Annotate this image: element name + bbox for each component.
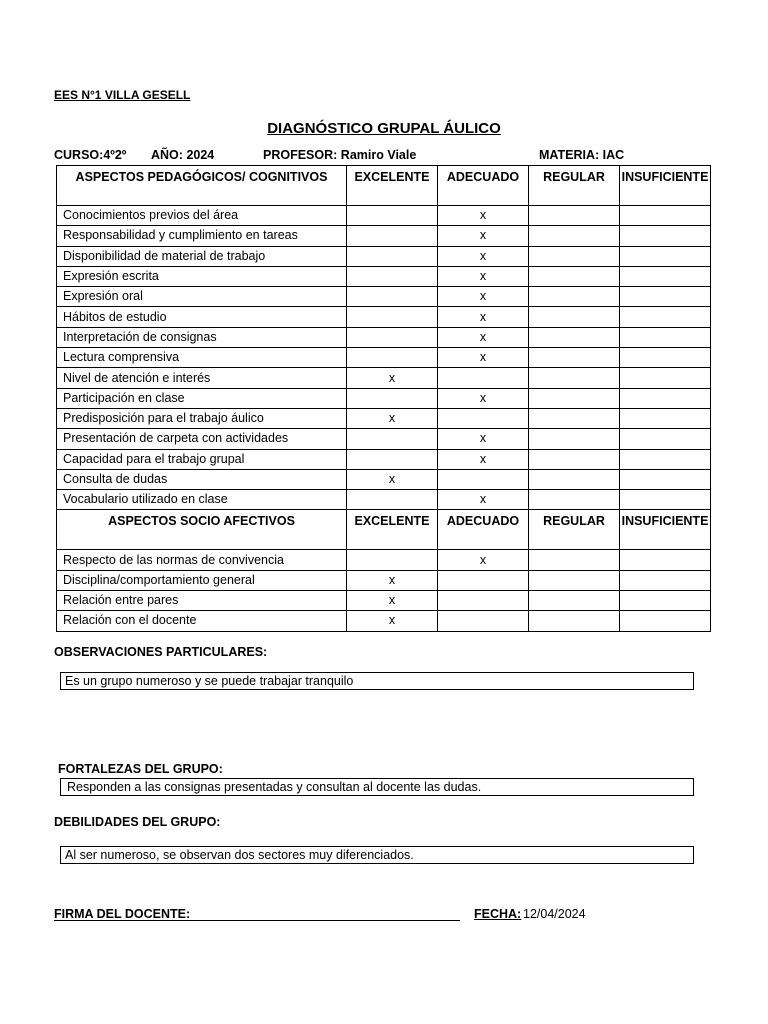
materia-value: IAC [602,148,625,162]
aspect-label: Participación en clase [57,388,347,408]
firma-label: FIRMA DEL DOCENTE: [54,907,191,921]
profesor-label: PROFESOR: [263,148,338,162]
rating-cell [529,266,620,286]
rating-cell [529,388,620,408]
fecha-value: 12/04/2024 [523,907,586,921]
section-header-row [57,510,711,550]
rating-cell [529,246,620,266]
aspect-label: Nivel de atención e interés [57,368,347,388]
rating-cell: x [347,570,438,590]
table-row [57,246,711,266]
rating-cell [347,266,438,286]
rating-cell: x [438,348,529,368]
table-row [57,287,711,307]
aspect-label: Consulta de dudas [57,469,347,489]
table-row [57,266,711,286]
rating-cell [347,388,438,408]
column-header: INSUFICIENTE [620,510,711,550]
rating-cell [347,550,438,570]
observaciones-box: Es un grupo numeroso y se puede trabajar tranquilo [60,672,694,690]
rating-cell [620,469,711,489]
column-header: INSUFICIENTE [620,166,711,206]
rating-cell: x [347,591,438,611]
column-header: EXCELENTE [347,510,438,550]
aspect-label: Capacidad para el trabajo grupal [57,449,347,469]
curso-field [54,148,126,162]
table-row [57,206,711,226]
table-row [57,226,711,246]
rating-cell: x [347,611,438,631]
rating-cell [347,490,438,510]
rating-cell [347,429,438,449]
rating-cell [620,327,711,347]
aspect-label: Conocimientos previos del área [57,206,347,226]
rating-cell [529,226,620,246]
rating-cell [438,611,529,631]
rating-cell [620,266,711,286]
firma-line [54,920,460,921]
rating-cell [529,348,620,368]
rating-cell [438,570,529,590]
rating-cell [347,449,438,469]
rating-cell [529,611,620,631]
section-header-row [57,166,711,206]
materia-field [539,148,624,162]
table-row [57,408,711,428]
anio-field [151,148,214,162]
column-header: ADECUADO [438,166,529,206]
rating-cell: x [438,226,529,246]
rating-cell: x [347,408,438,428]
rating-cell [529,591,620,611]
rating-cell: x [438,327,529,347]
debilidades-label: DEBILIDADES DEL GRUPO: [54,815,221,829]
rating-cell [529,287,620,307]
aspect-label: Expresión oral [57,287,347,307]
column-header: REGULAR [529,166,620,206]
rating-cell [620,287,711,307]
aspect-label: Relación con el docente [57,611,347,631]
rating-cell: x [438,206,529,226]
rating-cell [347,307,438,327]
section-title: ASPECTOS PEDAGÓGICOS/ COGNITIVOS [57,166,347,206]
rating-cell [620,246,711,266]
document-title: DIAGNÓSTICO GRUPAL ÁULICO [267,120,501,137]
rating-cell [529,550,620,570]
table-row [57,611,711,631]
rating-cell [438,591,529,611]
aspect-label: Disciplina/comportamiento general [57,570,347,590]
table-row [57,429,711,449]
curso-label: CURSO: [54,148,104,162]
aspect-label: Predisposición para el trabajo áulico [57,408,347,428]
column-header: REGULAR [529,510,620,550]
table-row [57,388,711,408]
curso-value: 4º2º [103,148,127,162]
table-row [57,449,711,469]
table-row [57,307,711,327]
fortalezas-box: Responden a las consignas presentadas y consultan al docente las dudas. [60,778,694,796]
rating-cell [620,388,711,408]
aspect-label: Presentación de carpeta con actividades [57,429,347,449]
rating-cell [620,570,711,590]
column-header: EXCELENTE [347,166,438,206]
materia-label: MATERIA: [539,148,600,162]
table-row [57,348,711,368]
column-header: ADECUADO [438,510,529,550]
aspect-label: Lectura comprensiva [57,348,347,368]
rating-cell: x [438,449,529,469]
rating-cell [529,206,620,226]
rating-cell: x [438,429,529,449]
rating-cell: x [438,266,529,286]
rating-cell [620,206,711,226]
rating-cell: x [438,246,529,266]
anio-value: 2024 [186,148,215,162]
diagnostic-table [56,165,711,632]
debilidades-box: Al ser numeroso, se observan dos sectores muy diferenciados. [60,846,694,864]
rating-cell: x [438,490,529,510]
rating-cell [347,287,438,307]
rating-cell [529,449,620,469]
aspect-label: Expresión escrita [57,266,347,286]
rating-cell [529,327,620,347]
rating-cell: x [438,307,529,327]
rating-cell [620,550,711,570]
table-row [57,368,711,388]
rating-cell [620,307,711,327]
rating-cell: x [438,388,529,408]
anio-label: AÑO: [151,148,183,162]
rating-cell [347,348,438,368]
rating-cell [438,368,529,388]
aspect-label: Disponibilidad de material de trabajo [57,246,347,266]
table-row [57,327,711,347]
aspect-label: Relación entre pares [57,591,347,611]
rating-cell [620,368,711,388]
rating-cell [620,591,711,611]
table-row [57,591,711,611]
rating-cell [438,469,529,489]
profesor-field [263,148,416,162]
aspect-label: Interpretación de consignas [57,327,347,347]
aspect-label: Vocabulario utilizado en clase [57,490,347,510]
rating-cell [529,490,620,510]
table-row [57,490,711,510]
rating-cell [529,570,620,590]
table-row [57,469,711,489]
rating-cell [529,408,620,428]
rating-cell: x [347,469,438,489]
rating-cell: x [347,368,438,388]
rating-cell [347,246,438,266]
table-row [57,550,711,570]
fecha-label: FECHA: [474,907,522,921]
rating-cell [620,611,711,631]
observaciones-label: OBSERVACIONES PARTICULARES: [54,645,268,659]
rating-cell [529,307,620,327]
rating-cell [620,490,711,510]
rating-cell: x [438,287,529,307]
rating-cell: x [438,550,529,570]
profesor-value: Ramiro Viale [340,148,417,162]
fortalezas-label: FORTALEZAS DEL GRUPO: [58,762,223,776]
rating-cell [438,408,529,428]
table-row [57,570,711,590]
school-name: EES N°1 VILLA GESELL [54,88,191,102]
rating-cell [529,429,620,449]
rating-cell [347,226,438,246]
rating-cell [620,348,711,368]
aspect-label: Hábitos de estudio [57,307,347,327]
aspect-label: Responsabilidad y cumplimiento en tareas [57,226,347,246]
section-title: ASPECTOS SOCIO AFECTIVOS [57,510,347,550]
rating-cell [529,368,620,388]
rating-cell [620,226,711,246]
rating-cell [347,327,438,347]
aspect-label: Respecto de las normas de convivencia [57,550,347,570]
rating-cell [620,429,711,449]
rating-cell [620,408,711,428]
rating-cell [529,469,620,489]
rating-cell [620,449,711,469]
rating-cell [347,206,438,226]
